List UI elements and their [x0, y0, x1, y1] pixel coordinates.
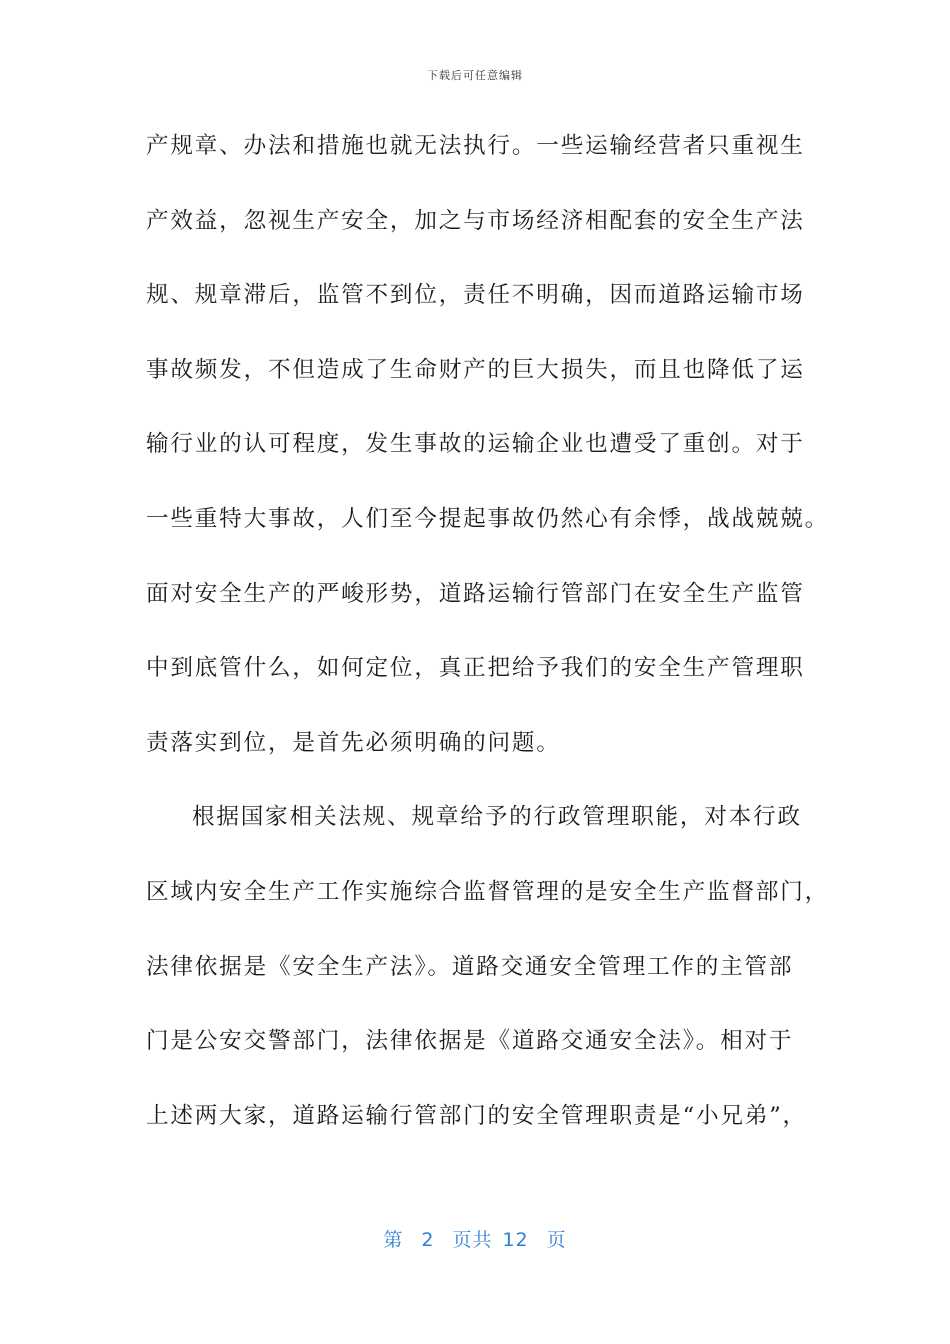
text-line: 规、规章滞后，监管不到位，责任不明确，因而道路运输市场: [146, 282, 805, 309]
text-line: 中到底管什么，如何定位，真正把给予我们的安全生产管理职: [146, 655, 805, 682]
footer-suffix: 页: [546, 1229, 567, 1251]
footer-prefix: 第: [383, 1229, 404, 1251]
document-body: [146, 122, 830, 1166]
text-line: 一些重特大事故，人们至今提起事故仍然心有余悸，战战兢兢。: [146, 505, 830, 532]
text-line: 门是公安交警部门，法律依据是《道路交通安全法》。相对于: [146, 1028, 794, 1055]
paragraph-start-line: 根据国家相关法规、规章给予的行政管理职能，对本行政: [192, 804, 802, 831]
text-line: 上述两大家，道路运输行管部门的安全管理职责是“小兄弟”，: [146, 1102, 807, 1129]
footer-middle: 页共: [452, 1229, 493, 1251]
text-line: 产规章、办法和措施也就无法执行。一些运输经营者只重视生: [146, 133, 805, 159]
page-footer: [0, 1225, 950, 1252]
text-line: 法律依据是《安全生产法》。道路交通安全管理工作的主管部: [146, 953, 794, 980]
text-line: 面对安全生产的严峻形势，道路运输行管部门在安全生产监管: [146, 580, 805, 607]
text-line: 输行业的认可程度，发生事故的运输企业也遭受了重创。对于: [146, 431, 805, 458]
text-line: 产效益，忽视生产安全，加之与市场经济相配套的安全生产法: [146, 207, 805, 234]
text-line: 区域内安全生产工作实施综合监督管理的是安全生产监督部门，: [146, 878, 830, 905]
text-line: 事故频发，不但造成了生命财产的巨大损失，而且也降低了运: [146, 356, 805, 383]
current-page-number: 2: [421, 1229, 435, 1251]
header-note: 下载后可任意编辑: [427, 69, 523, 82]
text-line: 责落实到位，是首先必须明确的问题。: [146, 729, 561, 756]
total-page-count: 12: [502, 1229, 529, 1251]
